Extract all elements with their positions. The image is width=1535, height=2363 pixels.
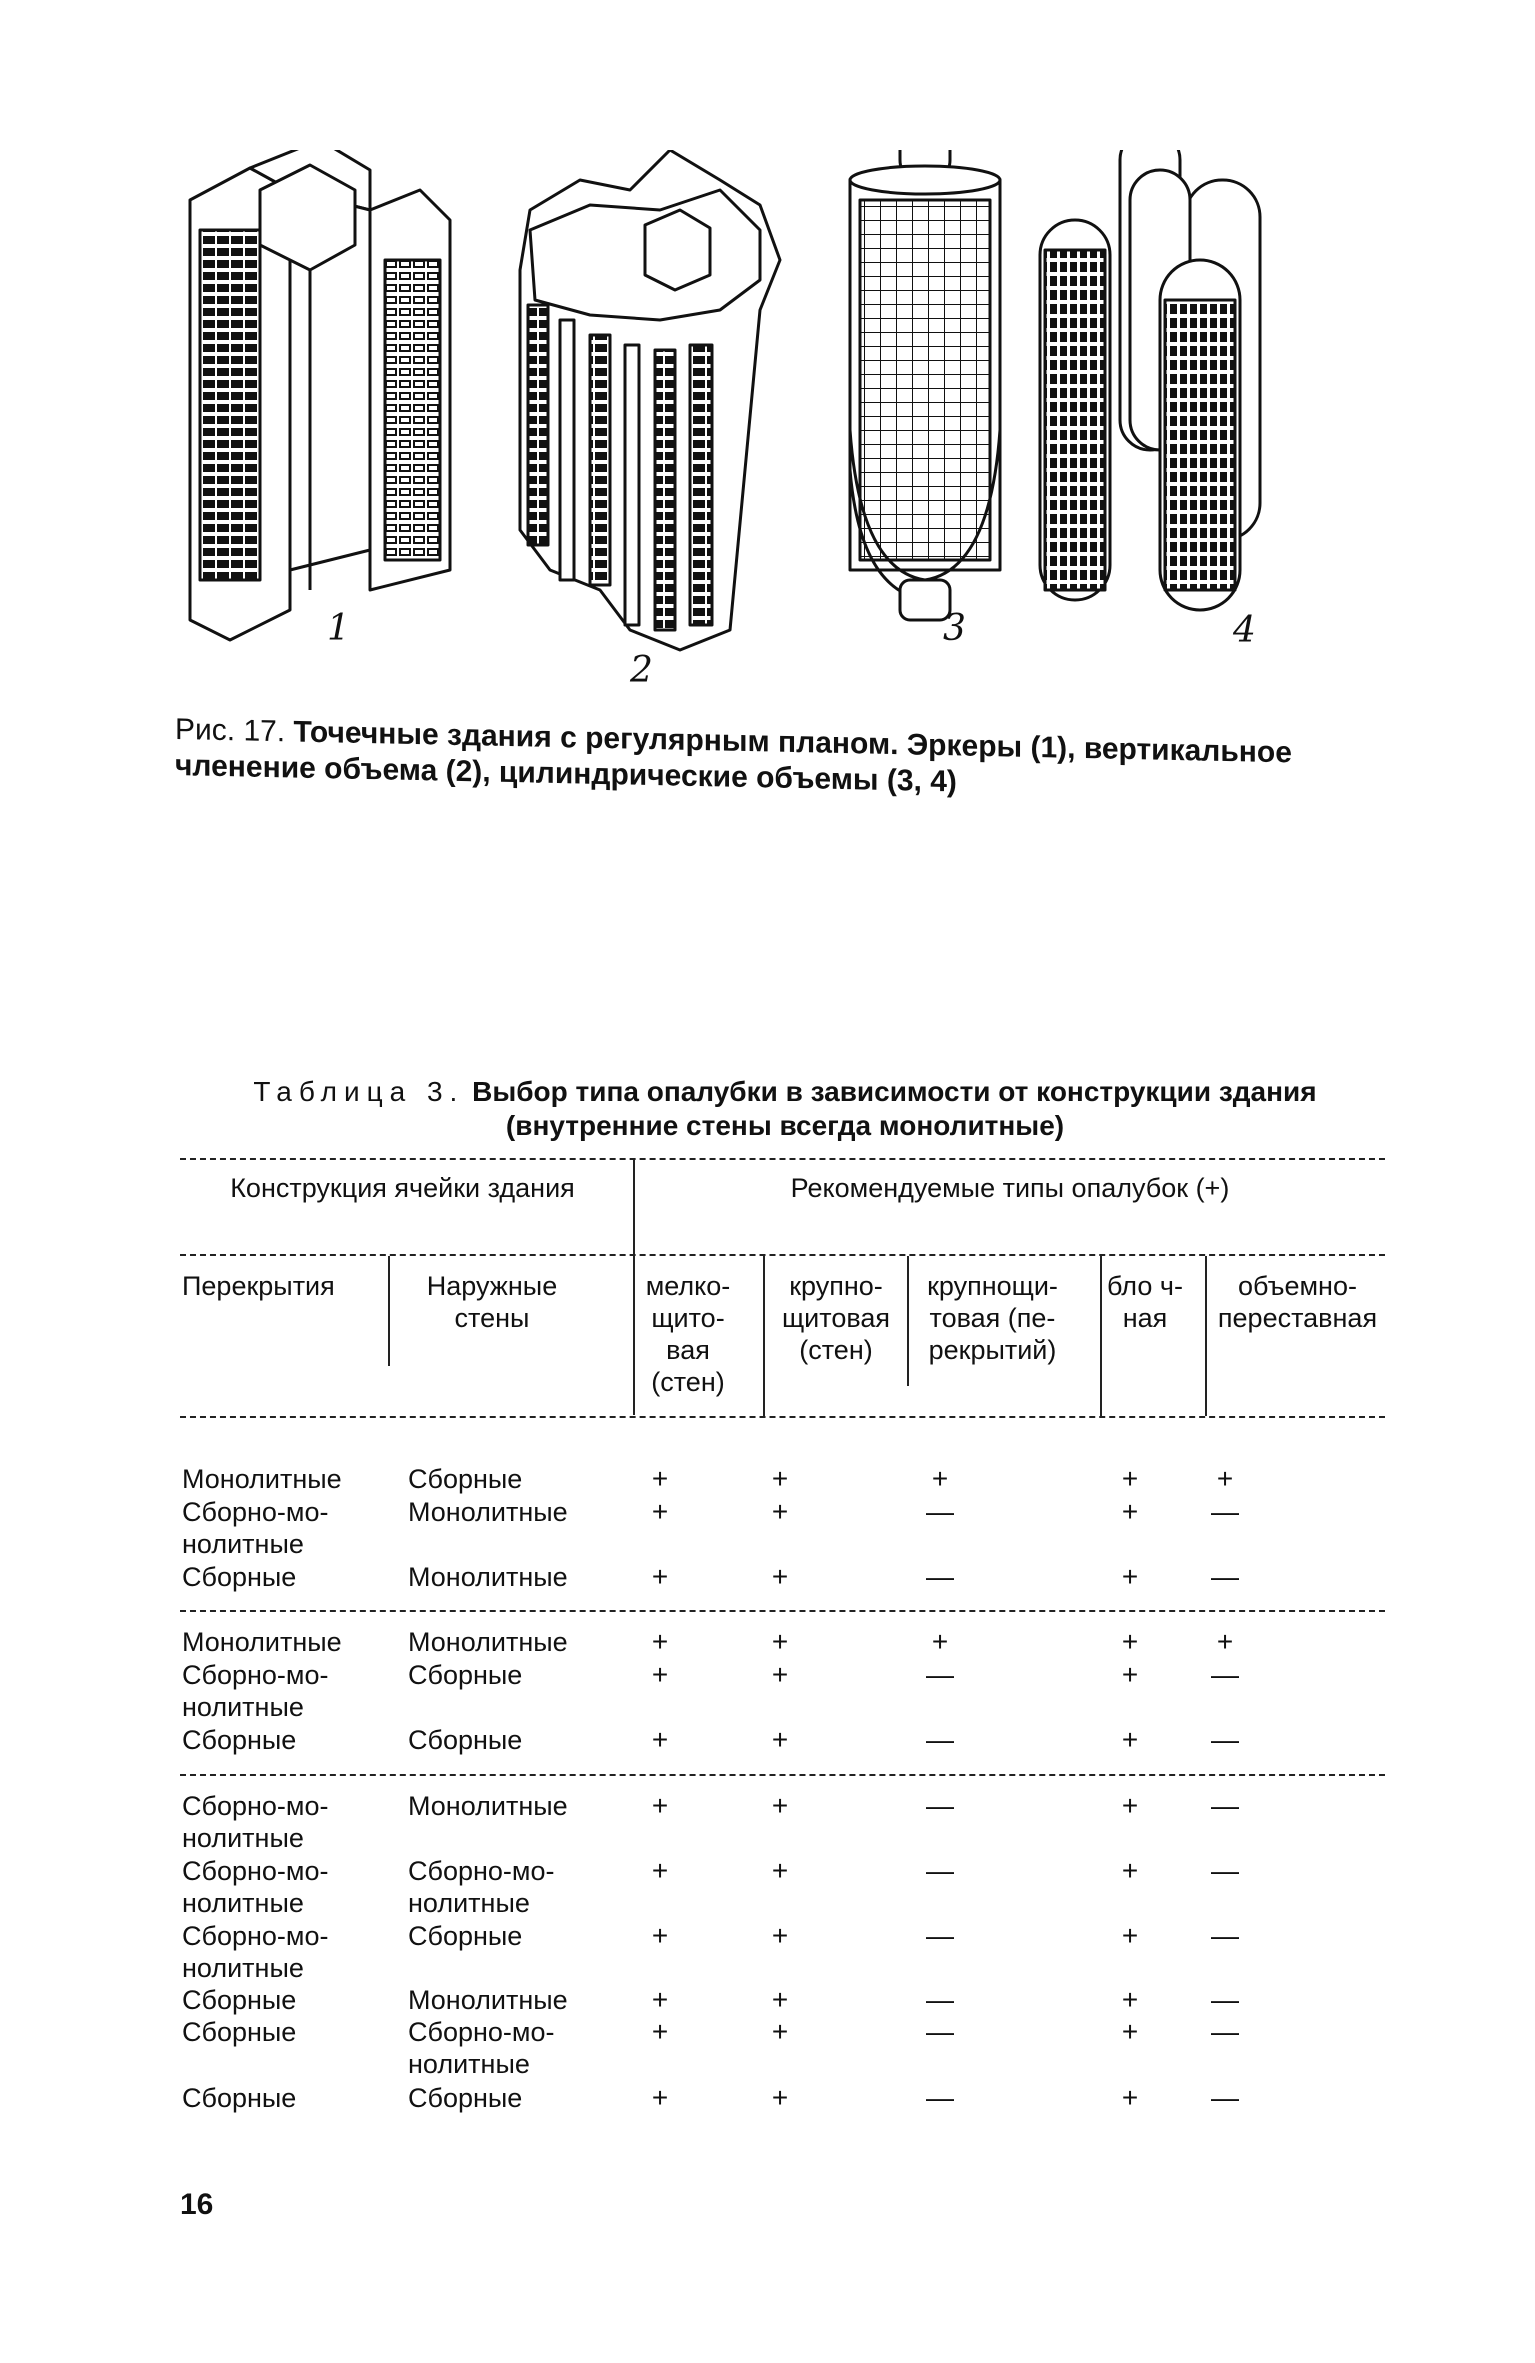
table-cell-mark: + [771,1561,789,1592]
table-cell-mark: + [931,1626,949,1657]
table-cell-mark: + [1121,1626,1139,1657]
table-cell-mark: + [651,1984,669,2015]
table-cell-mark: + [1121,1496,1139,1527]
table-cell-floors: Сборные [182,1985,297,2015]
table-vrule [388,1256,390,1366]
table-cell-mark: + [1121,1659,1139,1690]
table-cell-mark: — [926,1920,954,1951]
header-cell-construction: Конструкция ячейки здания [230,1173,575,1203]
table-cell-walls: Сборные [408,1921,523,1951]
column-header-type-4: бло ч-ная [1107,1271,1183,1333]
table-vrule [907,1256,909,1386]
table-cell-mark: + [771,2082,789,2113]
column-header-walls: Наружные стены [426,1271,558,1333]
header-cell-formwork-types: Рекомендуемые типы опалубок (+) [790,1173,1230,1203]
table-cell-mark: — [1211,1724,1239,1755]
table-title-text: Выбор типа опалубки в зависимости от конструкции здания (внутренние стены всегда монолитные) [472,1076,1317,1141]
table-cell-mark: — [926,1496,954,1527]
column-header-floors: Перекрытия [182,1271,335,1301]
table-cell-mark: + [771,1496,789,1527]
table-cell-mark: + [771,1626,789,1657]
table-cell-mark: + [771,1724,789,1755]
table-vrule [1205,1256,1207,1416]
table-cell-walls: Монолитные [408,1497,568,1527]
table-rule [180,1416,1385,1418]
table-cell-mark: + [651,1920,669,1951]
figure-label-1: 1 [327,608,350,649]
table-cell-walls: Монолитные [408,1985,568,2015]
table-cell-mark: + [1121,1855,1139,1886]
table-cell-mark: + [1121,2082,1139,2113]
table-cell-mark: — [926,1561,954,1592]
table-cell-mark: + [651,2016,669,2047]
formwork-table [180,1158,1390,2158]
table-cell-floors: Монолитные [182,1464,342,1494]
figure-caption [175,712,1385,809]
table-cell-mark: — [926,1855,954,1886]
table-cell-mark: — [1211,1659,1239,1690]
table-title [180,1075,1390,1143]
table-cell-mark: + [651,1626,669,1657]
table-cell-mark: + [771,1463,789,1494]
caption-text: Точечные здания с регулярным планом. Эркеры (1), вертикальное членение объема (2), цилиндрические объемы (3, 4) [175,715,1292,799]
table-cell-floors: Сборно-мо-нолитные [182,1856,329,1918]
figure-label-4: 4 [1233,610,1256,651]
table-cell-walls: Сборно-мо-нолитные [408,2017,555,2079]
table-cell-mark: + [651,1790,669,1821]
table-cell-mark: — [926,1984,954,2015]
table-cell-floors: Монолитные [182,1627,342,1657]
caption-prefix: Рис. 17. [175,713,286,749]
table-cell-mark: + [1121,1920,1139,1951]
table-cell-mark: + [651,1724,669,1755]
table-cell-mark: + [771,2016,789,2047]
table-cell-mark: + [1216,1626,1234,1657]
table-cell-mark: + [1121,1790,1139,1821]
table-cell-mark: + [651,1496,669,1527]
column-header-type-2: крупно-щитовая (стен) [781,1271,891,1365]
table-cell-mark: + [771,1984,789,2015]
table-cell-mark: — [1211,1984,1239,2015]
building-4-drawing [1040,150,1260,610]
table-rule [180,1158,1385,1160]
table-cell-walls: Монолитные [408,1791,568,1821]
building-1-drawing [190,150,450,640]
table-cell-mark: — [1211,2016,1239,2047]
table-cell-floors: Сборно-мо-нолитные [182,1497,329,1559]
table-cell-mark: — [1211,1790,1239,1821]
column-header-type-5: объемно-переставная [1217,1271,1378,1333]
table-cell-mark: + [651,1659,669,1690]
table-cell-walls: Монолитные [408,1627,568,1657]
figure-label-2: 2 [630,650,653,691]
table-cell-mark: + [1121,1724,1139,1755]
building-3-drawing [850,150,1000,620]
table-cell-floors: Сборно-мо-нолитные [182,1791,329,1853]
figure-17 [160,150,1390,710]
table-cell-mark: + [651,2082,669,2113]
table-cell-mark: + [1121,1984,1139,2015]
table-title-prefix: Таблица 3. [253,1076,465,1107]
table-rule [180,1774,1385,1776]
table-cell-walls: Сборные [408,1464,523,1494]
table-cell-mark: — [1211,1920,1239,1951]
table-cell-mark: + [771,1659,789,1690]
table-cell-walls: Монолитные [408,1562,568,1592]
table-cell-mark: + [771,1855,789,1886]
table-cell-walls: Сборные [408,1660,523,1690]
figure-label-3: 3 [943,608,966,649]
table-cell-mark: — [1211,1855,1239,1886]
building-2-drawing [520,150,780,650]
table-cell-mark: + [1121,1561,1139,1592]
table-cell-floors: Сборные [182,1562,297,1592]
column-header-type-3: крупнощи-товая (пе-рекрытий) [927,1271,1058,1365]
table-cell-mark: + [771,1790,789,1821]
table-cell-mark: — [1211,1496,1239,1527]
table-cell-walls: Сборные [408,2083,523,2113]
page-number: 16 [180,2188,214,2221]
table-cell-mark: + [1216,1463,1234,1494]
table-cell-floors: Сборно-мо-нолитные [182,1921,329,1983]
table-cell-mark: + [771,1920,789,1951]
column-header-type-1: мелко-щито-вая (стен) [645,1271,731,1397]
table-vrule [633,1158,635,1415]
table-rule [180,1610,1385,1612]
table-cell-mark: + [651,1561,669,1592]
table-cell-mark: + [931,1463,949,1494]
table-cell-walls: Сборные [408,1725,523,1755]
table-cell-mark: + [1121,2016,1139,2047]
table-vrule [763,1256,765,1416]
table-cell-mark: + [651,1463,669,1494]
table-vrule [1100,1256,1102,1416]
table-cell-mark: — [926,1790,954,1821]
table-cell-floors: Сборные [182,1725,297,1755]
table-cell-mark: + [1121,1463,1139,1494]
table-cell-mark: — [926,1724,954,1755]
table-cell-floors: Сборные [182,2083,297,2113]
table-cell-floors: Сборные [182,2017,297,2047]
table-cell-walls: Сборно-мо-нолитные [408,1856,555,1918]
table-cell-mark: — [926,1659,954,1690]
table-cell-mark: — [926,2082,954,2113]
table-cell-mark: — [926,2016,954,2047]
table-cell-floors: Сборно-мо-нолитные [182,1660,329,1722]
table-cell-mark: + [651,1855,669,1886]
table-cell-mark: — [1211,1561,1239,1592]
table-cell-mark: — [1211,2082,1239,2113]
